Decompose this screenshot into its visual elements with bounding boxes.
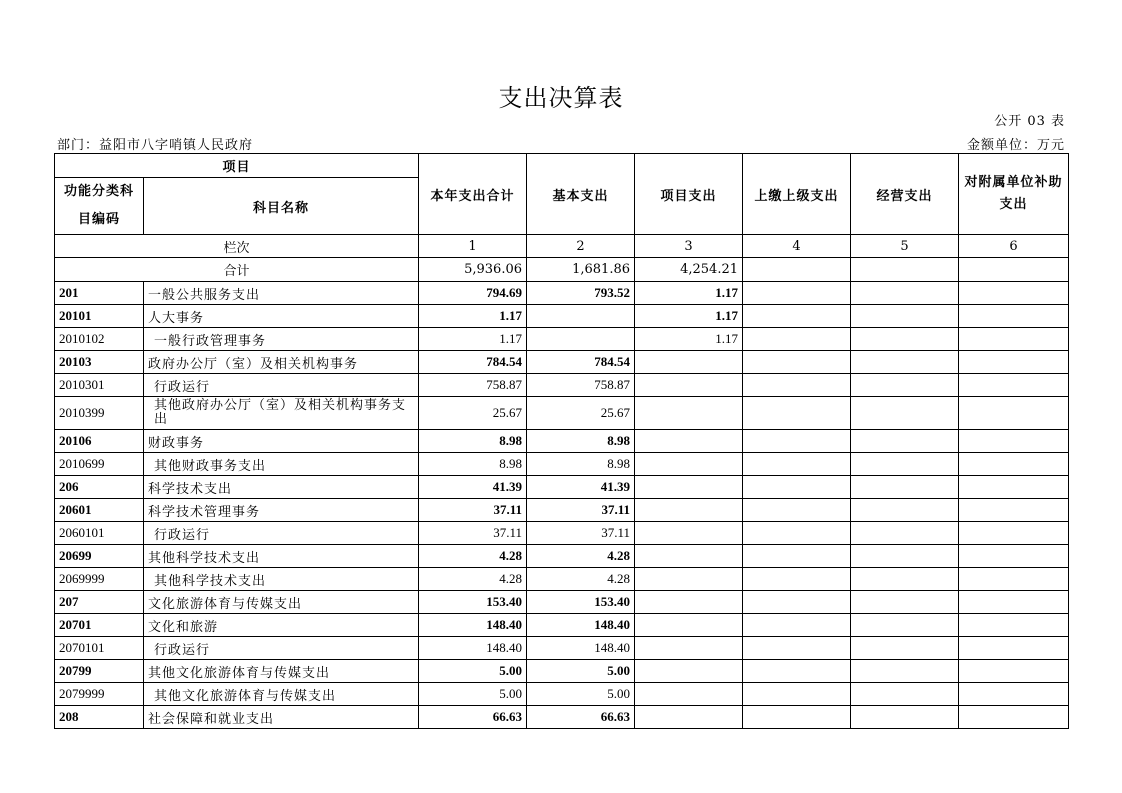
row-basic: 784.54 — [527, 351, 635, 374]
row-business — [851, 637, 959, 660]
expenditure-table — [54, 153, 1069, 729]
col-header-basic: 基本支出 — [527, 154, 635, 235]
row-basic: 8.98 — [527, 430, 635, 453]
row-subsidy — [959, 282, 1069, 305]
row-subject-name: 人大事务 — [144, 305, 419, 328]
row-code: 20601 — [55, 499, 144, 522]
row-subject-name: 行政运行 — [144, 637, 419, 660]
row-code: 2010399 — [55, 397, 144, 430]
row-basic: 4.28 — [527, 568, 635, 591]
row-project — [635, 568, 743, 591]
row-subsidy — [959, 591, 1069, 614]
row-total: 794.69 — [419, 282, 527, 305]
row-code: 201 — [55, 282, 144, 305]
row-subject-name: 一般行政管理事务 — [144, 328, 419, 351]
row-subject-name: 政府办公厅（室）及相关机构事务 — [144, 351, 419, 374]
row-subject-name: 其他科学技术支出 — [144, 568, 419, 591]
row-upper — [743, 476, 851, 499]
col-header-subject-name: 科目名称 — [144, 178, 419, 235]
row-code: 208 — [55, 706, 144, 729]
row-project — [635, 545, 743, 568]
row-total: 1.17 — [419, 305, 527, 328]
row-project — [635, 499, 743, 522]
col-header-item: 项目 — [55, 154, 419, 178]
row-basic: 793.52 — [527, 282, 635, 305]
table-row — [55, 568, 1069, 591]
row-basic: 8.98 — [527, 453, 635, 476]
row-upper — [743, 305, 851, 328]
table-row — [55, 637, 1069, 660]
table-row — [55, 374, 1069, 397]
row-code: 206 — [55, 476, 144, 499]
row-subsidy — [959, 476, 1069, 499]
row-total: 66.63 — [419, 706, 527, 729]
row-subsidy — [959, 351, 1069, 374]
row-business — [851, 660, 959, 683]
table-row — [55, 305, 1069, 328]
row-upper — [743, 637, 851, 660]
row-subject-name: 社会保障和就业支出 — [144, 706, 419, 729]
row-project — [635, 706, 743, 729]
col-header-project: 项目支出 — [635, 154, 743, 235]
row-subject-name: 其他文化旅游体育与传媒支出 — [144, 683, 419, 706]
row-business — [851, 499, 959, 522]
table-row — [55, 453, 1069, 476]
row-upper — [743, 614, 851, 637]
col-index-4: 4 — [743, 235, 851, 258]
row-code: 207 — [55, 591, 144, 614]
row-total: 148.40 — [419, 614, 527, 637]
row-basic: 148.40 — [527, 637, 635, 660]
row-total: 784.54 — [419, 351, 527, 374]
form-number: 公开 03 表 — [994, 114, 1065, 129]
row-upper — [743, 282, 851, 305]
row-subject-name: 财政事务 — [144, 430, 419, 453]
row-business — [851, 614, 959, 637]
row-code: 20106 — [55, 430, 144, 453]
row-total: 25.67 — [419, 397, 527, 430]
row-code: 2060101 — [55, 522, 144, 545]
row-code: 20699 — [55, 545, 144, 568]
row-subsidy — [959, 328, 1069, 351]
row-project — [635, 522, 743, 545]
row-upper — [743, 545, 851, 568]
row-business — [851, 683, 959, 706]
row-total: 4.28 — [419, 545, 527, 568]
row-project — [635, 476, 743, 499]
table-row — [55, 397, 1069, 430]
row-subsidy — [959, 397, 1069, 430]
row-subsidy — [959, 430, 1069, 453]
row-upper — [743, 430, 851, 453]
row-upper — [743, 453, 851, 476]
row-business — [851, 397, 959, 430]
row-subject-name: 其他财政事务支出 — [144, 453, 419, 476]
row-business — [851, 591, 959, 614]
row-code: 2010301 — [55, 374, 144, 397]
row-subsidy — [959, 374, 1069, 397]
row-total: 41.39 — [419, 476, 527, 499]
row-business — [851, 545, 959, 568]
row-project — [635, 614, 743, 637]
row-basic: 4.28 — [527, 545, 635, 568]
row-business — [851, 282, 959, 305]
row-total: 37.11 — [419, 522, 527, 545]
row-upper — [743, 499, 851, 522]
row-code: 2010102 — [55, 328, 144, 351]
row-subsidy — [959, 305, 1069, 328]
row-project — [635, 683, 743, 706]
col-header-func-code: 功能分类科目编码 — [55, 178, 144, 235]
col-index-5: 5 — [851, 235, 959, 258]
col-index-3: 3 — [635, 235, 743, 258]
row-code: 20701 — [55, 614, 144, 637]
row-code: 2010699 — [55, 453, 144, 476]
row-subsidy — [959, 568, 1069, 591]
row-subsidy — [959, 614, 1069, 637]
row-subsidy — [959, 706, 1069, 729]
row-total: 758.87 — [419, 374, 527, 397]
table-row — [55, 430, 1069, 453]
col-header-subsidy: 对附属单位补助支出 — [959, 154, 1069, 235]
sum-upper — [743, 258, 851, 282]
row-project — [635, 453, 743, 476]
row-subsidy — [959, 522, 1069, 545]
row-business — [851, 476, 959, 499]
row-basic: 758.87 — [527, 374, 635, 397]
table-row — [55, 522, 1069, 545]
row-basic: 5.00 — [527, 683, 635, 706]
col-header-total: 本年支出合计 — [419, 154, 527, 235]
row-basic: 37.11 — [527, 499, 635, 522]
row-upper — [743, 397, 851, 430]
row-business — [851, 522, 959, 545]
row-total: 8.98 — [419, 453, 527, 476]
row-upper — [743, 706, 851, 729]
row-total: 1.17 — [419, 328, 527, 351]
row-upper — [743, 374, 851, 397]
row-subsidy — [959, 545, 1069, 568]
row-project — [635, 637, 743, 660]
row-project: 1.17 — [635, 328, 743, 351]
row-upper — [743, 591, 851, 614]
table-row — [55, 706, 1069, 729]
col-header-business: 经营支出 — [851, 154, 959, 235]
row-subsidy — [959, 637, 1069, 660]
row-subsidy — [959, 499, 1069, 522]
row-upper — [743, 351, 851, 374]
unit-label: 金额单位：万元 — [966, 138, 1065, 153]
row-code: 2079999 — [55, 683, 144, 706]
table-row — [55, 545, 1069, 568]
row-total: 148.40 — [419, 637, 527, 660]
row-subject-name: 文化旅游体育与传媒支出 — [144, 591, 419, 614]
sum-row — [55, 258, 1069, 282]
row-total: 153.40 — [419, 591, 527, 614]
row-upper — [743, 660, 851, 683]
col-index-row — [55, 235, 1069, 258]
table-row — [55, 476, 1069, 499]
row-subsidy — [959, 660, 1069, 683]
row-subsidy — [959, 683, 1069, 706]
row-business — [851, 328, 959, 351]
row-code: 2069999 — [55, 568, 144, 591]
table-row — [55, 499, 1069, 522]
row-upper — [743, 522, 851, 545]
sum-basic: 1,681.86 — [527, 258, 635, 282]
table-row — [55, 591, 1069, 614]
sum-project: 4,254.21 — [635, 258, 743, 282]
row-upper — [743, 568, 851, 591]
sum-business — [851, 258, 959, 282]
row-basic: 25.67 — [527, 397, 635, 430]
row-business — [851, 430, 959, 453]
row-project — [635, 430, 743, 453]
row-business — [851, 305, 959, 328]
row-project — [635, 397, 743, 430]
sum-subsidy — [959, 258, 1069, 282]
row-project — [635, 660, 743, 683]
row-upper — [743, 683, 851, 706]
row-subject-name: 行政运行 — [144, 522, 419, 545]
row-code: 20101 — [55, 305, 144, 328]
table-row — [55, 328, 1069, 351]
row-basic: 148.40 — [527, 614, 635, 637]
row-code: 20103 — [55, 351, 144, 374]
row-total: 4.28 — [419, 568, 527, 591]
row-total: 5.00 — [419, 660, 527, 683]
row-code: 2070101 — [55, 637, 144, 660]
row-subject-name: 其他政府办公厅（室）及相关机构事务支出 — [144, 397, 419, 430]
col-index-1: 1 — [419, 235, 527, 258]
row-subject-name: 文化和旅游 — [144, 614, 419, 637]
header-row-1 — [55, 154, 1069, 178]
row-basic — [527, 328, 635, 351]
table-row — [55, 351, 1069, 374]
row-project — [635, 351, 743, 374]
row-subject-name: 其他文化旅游体育与传媒支出 — [144, 660, 419, 683]
page-title: 支出决算表 — [498, 84, 624, 112]
row-project — [635, 591, 743, 614]
row-upper — [743, 328, 851, 351]
row-project: 1.17 — [635, 305, 743, 328]
row-project — [635, 374, 743, 397]
row-business — [851, 351, 959, 374]
row-subject-name: 科学技术管理事务 — [144, 499, 419, 522]
table-row — [55, 282, 1069, 305]
row-business — [851, 453, 959, 476]
row-subsidy — [959, 453, 1069, 476]
row-business — [851, 706, 959, 729]
row-basic: 41.39 — [527, 476, 635, 499]
sum-label: 合计 — [55, 258, 419, 282]
row-business — [851, 374, 959, 397]
col-index-label: 栏次 — [55, 235, 419, 258]
row-business — [851, 568, 959, 591]
col-index-6: 6 — [959, 235, 1069, 258]
row-subject-name: 其他科学技术支出 — [144, 545, 419, 568]
row-total: 8.98 — [419, 430, 527, 453]
row-basic — [527, 305, 635, 328]
row-total: 37.11 — [419, 499, 527, 522]
sum-total: 5,936.06 — [419, 258, 527, 282]
row-basic: 5.00 — [527, 660, 635, 683]
row-subject-name: 行政运行 — [144, 374, 419, 397]
table-row — [55, 614, 1069, 637]
row-total: 5.00 — [419, 683, 527, 706]
table-row — [55, 683, 1069, 706]
row-basic: 66.63 — [527, 706, 635, 729]
row-code: 20799 — [55, 660, 144, 683]
row-basic: 153.40 — [527, 591, 635, 614]
row-subject-name: 一般公共服务支出 — [144, 282, 419, 305]
department-label: 部门：益阳市八字哨镇人民政府 — [57, 138, 254, 153]
row-basic: 37.11 — [527, 522, 635, 545]
col-header-upper: 上缴上级支出 — [743, 154, 851, 235]
row-project: 1.17 — [635, 282, 743, 305]
row-subject-name: 科学技术支出 — [144, 476, 419, 499]
table-row — [55, 660, 1069, 683]
col-index-2: 2 — [527, 235, 635, 258]
